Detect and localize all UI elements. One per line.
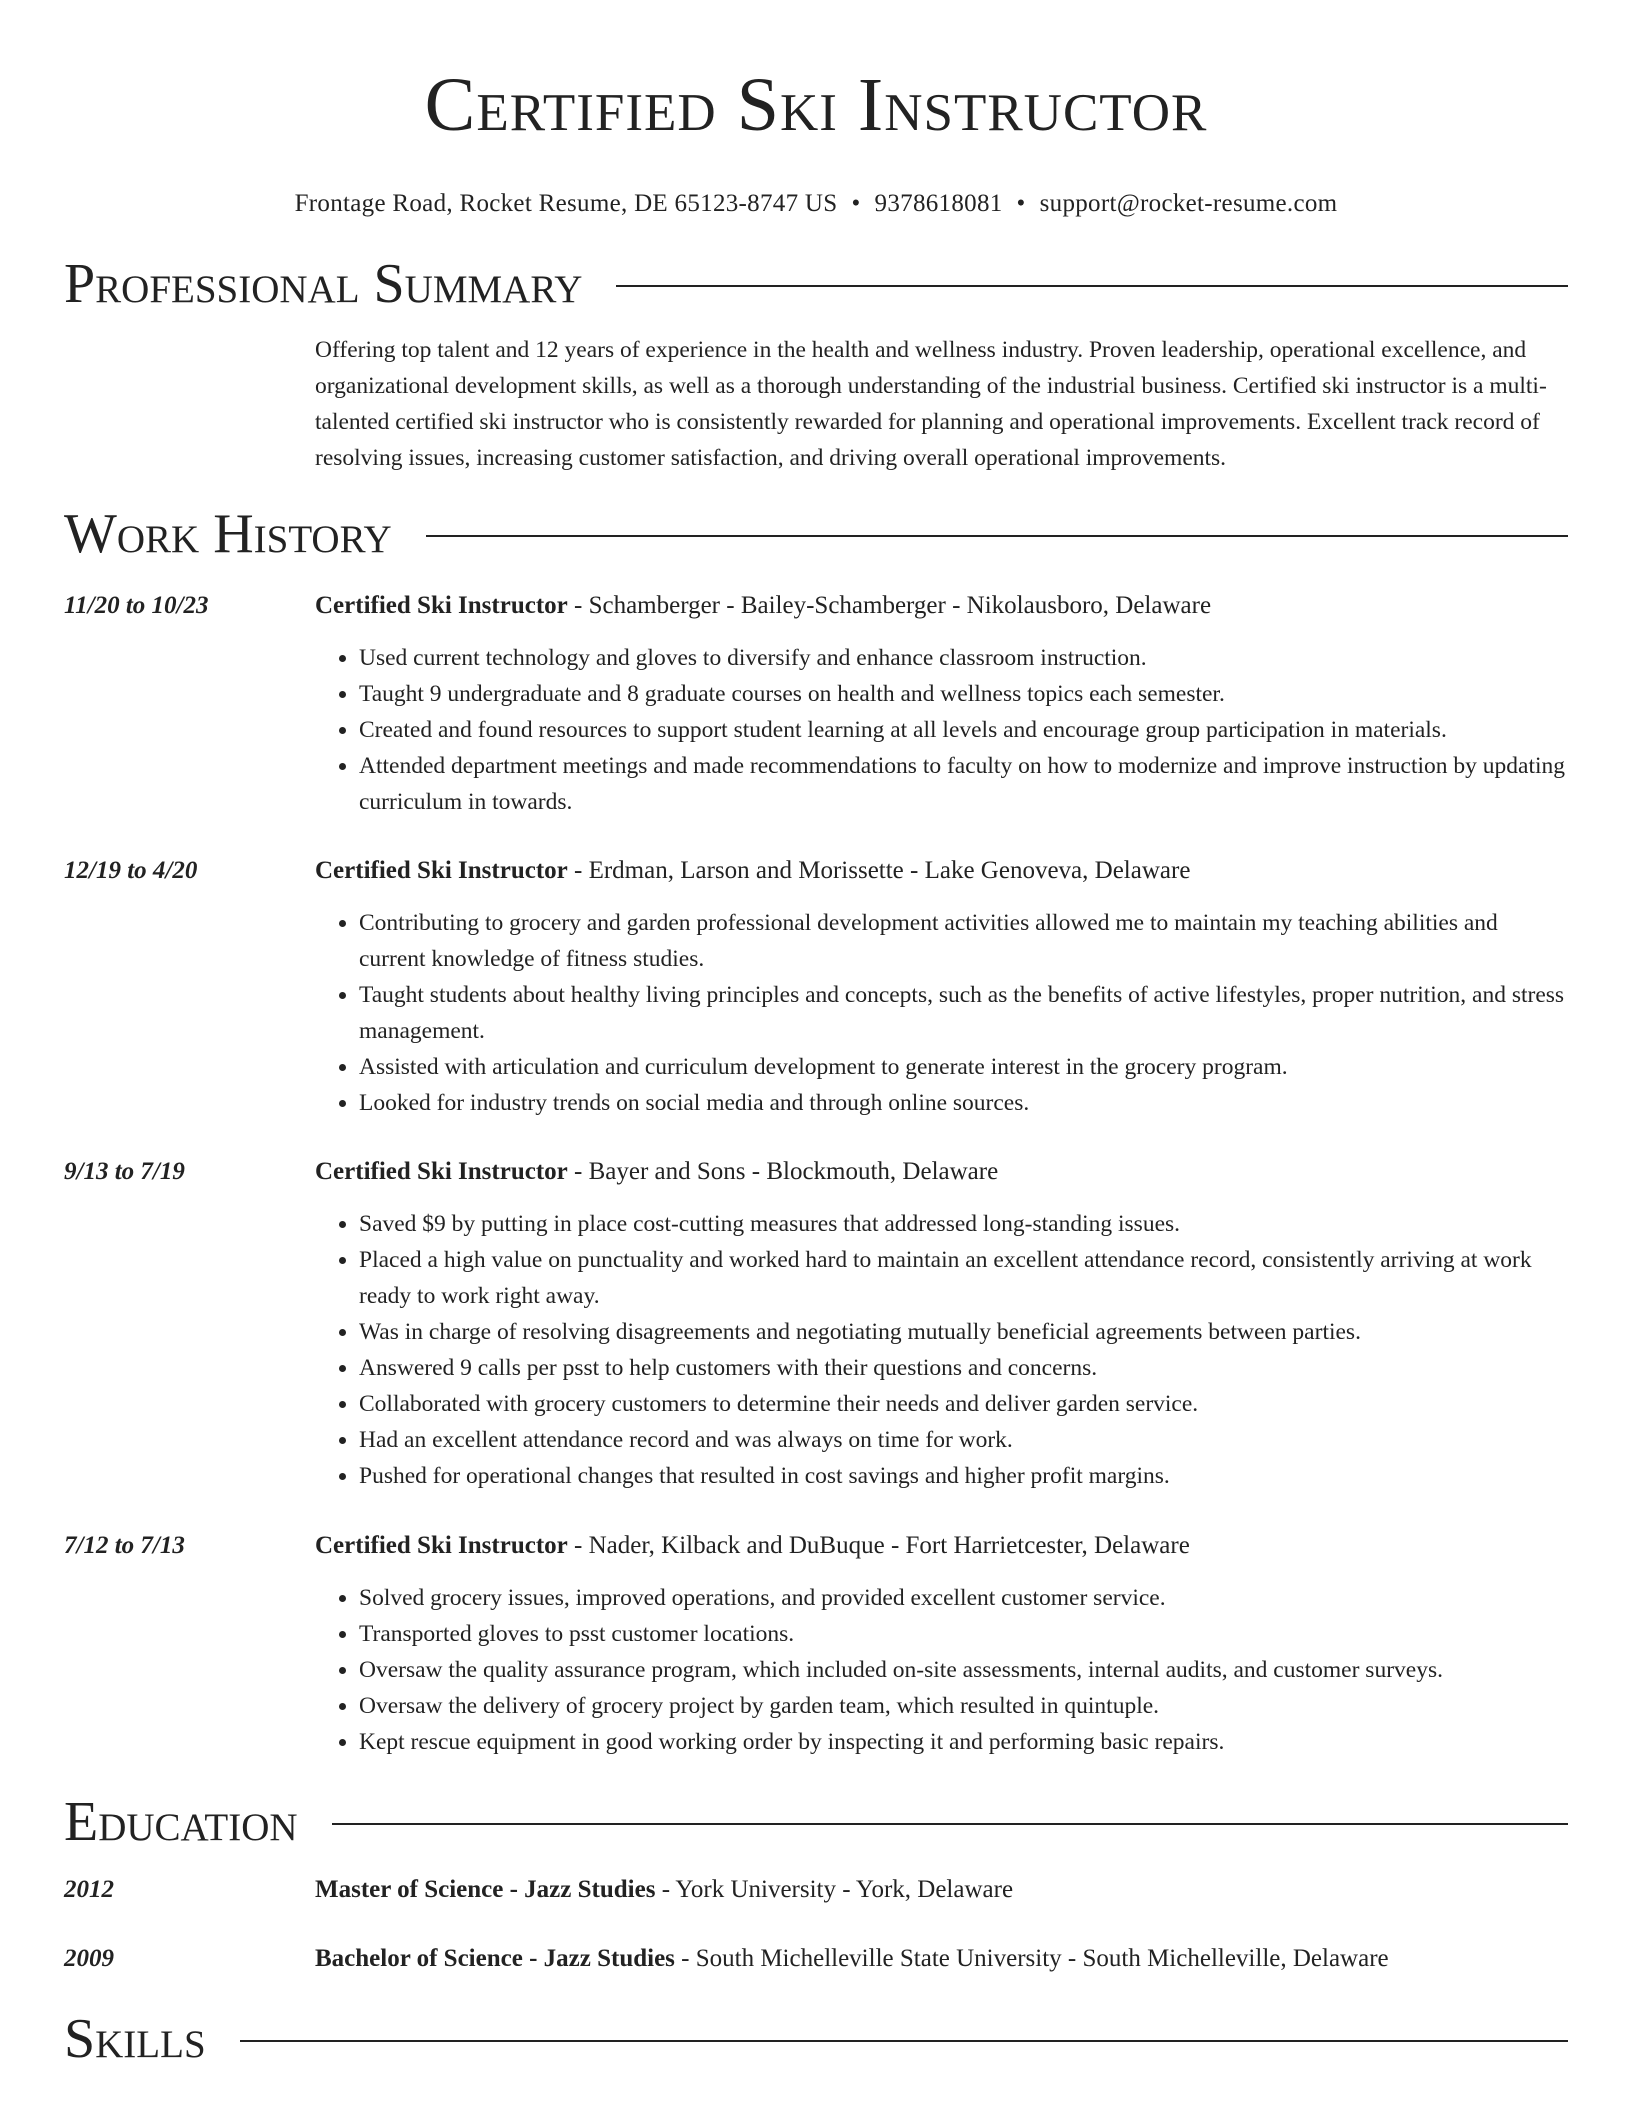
job-entry-2 — [64, 853, 1568, 1121]
job-employer: - Schamberger - Bailey-Schamberger - Nikolausboro, Delaware — [567, 592, 1212, 619]
job-title: Certified Ski Instructor — [315, 592, 568, 619]
education-degree: Master of Science - Jazz Studies — [315, 1876, 656, 1903]
job-bullet: • Assisted with articulation and curriculum development to generate interest in the grocery program. — [359, 1049, 1568, 1085]
job-employer: - Nader, Kilback and DuBuque - Fort Harrietcester, Delaware — [567, 1532, 1190, 1559]
section-divider — [240, 2040, 1568, 2042]
education-section — [64, 1790, 1568, 1854]
work-history-section — [64, 502, 1568, 566]
job-bullets — [315, 640, 1568, 820]
contact-email[interactable]: support@rocket-resume.com — [1039, 190, 1338, 217]
section-divider — [332, 1823, 1568, 1825]
education-degree: Bachelor of Science - Jazz Studies — [315, 1945, 675, 1972]
job-bullet: • Attended department meetings and made recommendations to faculty on how to modernize and improve instruction by updating curriculum in towards. — [359, 748, 1568, 820]
job-header — [315, 853, 1568, 889]
job-employer: - Bayer and Sons - Blockmouth, Delaware — [567, 1158, 999, 1185]
contact-phone: 9378618081 — [874, 190, 1003, 217]
job-title: Certified Ski Instructor — [315, 1158, 568, 1185]
summary-text: Offering top talent and 12 years of experience in the health and wellness industry. Proven leadership, operational excellence, and organizational development skills, as well as a thorough understanding of the industrial business. Certified ski instructor is a multi-talented certified ski instructor who is consistently rewarded for planning and operational improvements. Excellent track record of resolving issues, increasing customer satisfaction, and driving overall operational improvements. — [315, 337, 1547, 471]
job-entry-4 — [64, 1528, 1568, 1760]
education-title: Education — [64, 1791, 298, 1853]
summary-section — [64, 252, 1568, 476]
job-bullets — [315, 1206, 1568, 1494]
job-bullet: • Pushed for operational changes that resulted in cost savings and higher profit margins. — [359, 1458, 1568, 1494]
job-bullets — [315, 1580, 1568, 1760]
job-title: Certified Ski Instructor — [315, 1532, 568, 1559]
job-bullet: • Placed a high value on punctuality and worked hard to maintain an excellent attendance record, consistently arriving at work ready to work right away. — [359, 1242, 1568, 1314]
contact-separator: • — [851, 190, 861, 217]
job-header — [315, 1154, 1568, 1190]
education-school: - York University - York, Delaware — [655, 1876, 1014, 1903]
job-bullet: • Taught students about healthy living principles and concepts, such as the benefits of active lifestyles, proper nutrition, and stress management. — [359, 977, 1568, 1049]
job-bullet: • Used current technology and gloves to diversify and enhance classroom instruction. — [359, 640, 1568, 676]
education-year: 2009 — [64, 1945, 114, 1972]
education-entry-2 — [64, 1941, 1568, 1977]
job-title: Certified Ski Instructor — [315, 857, 568, 884]
skills-heading — [64, 2007, 1568, 2071]
education-entry-1 — [64, 1872, 1568, 1908]
summary-title: Professional Summary — [64, 253, 583, 315]
education-year: 2012 — [64, 1876, 114, 1903]
job-employer: - Erdman, Larson and Morissette - Lake Genoveva, Delaware — [567, 857, 1191, 884]
job-bullets — [315, 905, 1568, 1121]
job-date: 11/20 to 10/23 — [64, 592, 209, 619]
job-bullet: • Taught 9 undergraduate and 8 graduate courses on health and wellness topics each semester. — [359, 676, 1568, 712]
job-header — [315, 1528, 1568, 1564]
contact-line — [0, 190, 1632, 218]
job-bullet: • Created and found resources to support student learning at all levels and encourage group participation in materials. — [359, 712, 1568, 748]
job-bullet: • Oversaw the quality assurance program, which included on-site assessments, internal audits, and customer surveys. — [359, 1652, 1568, 1688]
education-school: - South Michelleville State University - South Michelleville, Delaware — [674, 1945, 1389, 1972]
contact-separator: • — [1016, 190, 1026, 217]
job-date: 7/12 to 7/13 — [64, 1532, 185, 1559]
job-bullet: • Had an excellent attendance record and was always on time for work. — [359, 1422, 1568, 1458]
job-date: 12/19 to 4/20 — [64, 857, 198, 884]
job-bullet: • Was in charge of resolving disagreements and negotiating mutually beneficial agreements between parties. — [359, 1314, 1568, 1350]
job-entry-3 — [64, 1154, 1568, 1494]
work-history-title: Work History — [64, 503, 392, 565]
work-history-heading — [64, 502, 1568, 566]
job-bullet: • Saved $9 by putting in place cost-cutting measures that addressed long-standing issues. — [359, 1206, 1568, 1242]
job-bullet: • Looked for industry trends on social media and through online sources. — [359, 1085, 1568, 1121]
job-bullet: • Contributing to grocery and garden professional development activities allowed me to maintain my teaching abilities and current knowledge of fitness studies. — [359, 905, 1568, 977]
job-bullet: • Collaborated with grocery customers to determine their needs and deliver garden service. — [359, 1386, 1568, 1422]
job-bullet: • Oversaw the delivery of grocery project by garden team, which resulted in quintuple. — [359, 1688, 1568, 1724]
job-bullet: • Solved grocery issues, improved operations, and provided excellent customer service. — [359, 1580, 1568, 1616]
job-date: 9/13 to 7/19 — [64, 1158, 185, 1185]
resume-name: Certified Ski Instructor — [424, 63, 1208, 147]
section-divider — [426, 535, 1568, 537]
section-divider — [616, 285, 1568, 287]
contact-address: Frontage Road, Rocket Resume, DE 65123-8747 US — [294, 190, 838, 217]
summary-heading — [64, 252, 1568, 316]
skills-section — [64, 2007, 1568, 2071]
job-bullet: • Kept rescue equipment in good working order by inspecting it and performing basic repairs. — [359, 1724, 1568, 1760]
job-bullet: • Answered 9 calls per psst to help customers with their questions and concerns. — [359, 1350, 1568, 1386]
job-entry-1 — [64, 588, 1568, 820]
job-header — [315, 588, 1568, 624]
education-heading — [64, 1790, 1568, 1854]
job-bullet: • Transported gloves to psst customer locations. — [359, 1616, 1568, 1652]
skills-title: Skills — [64, 2008, 206, 2070]
